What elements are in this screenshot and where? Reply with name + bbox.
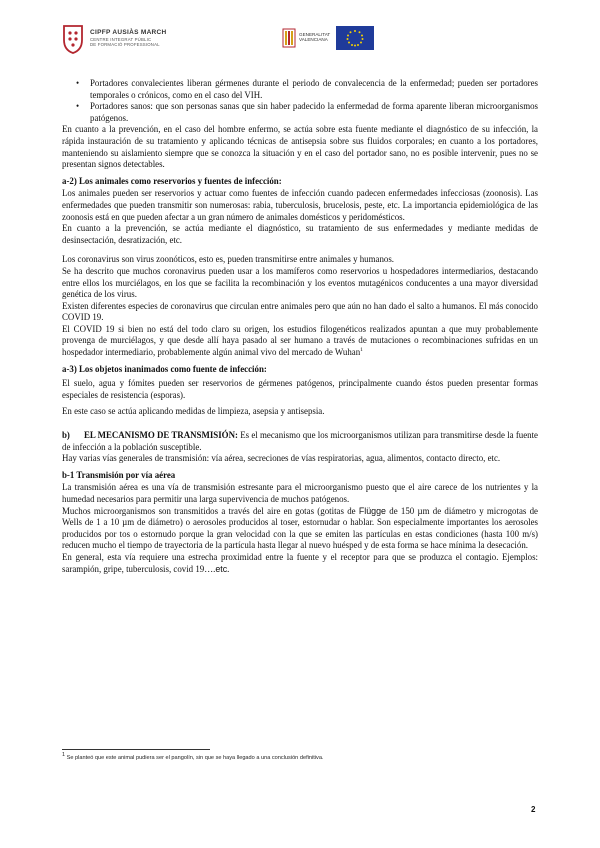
page-number: 2 bbox=[531, 805, 536, 814]
section-b1-heading: b-1 Transmisión por vía aérea bbox=[62, 469, 176, 480]
paragraph: En cuanto a la prevención, se actúa mediante el diagnóstico, su tratamiento de sus enfermedades y mediante medidas de desinsectación, desratización, etc. bbox=[62, 223, 538, 245]
footnote-text: Se planteó que este animal pudiera ser el pangolín, sin que se haya llegado a una conclusión definitiva. bbox=[65, 755, 324, 761]
flugge-term: Flügge bbox=[358, 505, 386, 516]
carrier-bullet-list bbox=[62, 78, 538, 124]
section-a3-heading: a-3) Los objetos inanimados como fuente de infección: bbox=[62, 363, 267, 374]
generalitat-line-1: GENERALITAT bbox=[299, 32, 331, 38]
paragraph: Existen diferentes especies de coronavirus que circulan entre animales pero que aún no han dado el salto a humanos. El más conocido COVID 19. bbox=[62, 300, 538, 323]
bullet-item: • Portadores sanos: que son personas sanas que sin haber padecido la enfermedad de forma aparente liberan microorganismos patógenos. bbox=[90, 101, 538, 124]
document-header bbox=[62, 24, 542, 64]
bullet-item: • Portadores convalecientes liberan gérmenes durante el periodo de convalecencia de la enfermedad; pueden ser portadores temporales o crónicos, como en el caso del VIH. bbox=[90, 78, 538, 101]
school-logo bbox=[62, 24, 167, 54]
school-subtitle-2: DE FORMACIÓ PROFESSIONAL bbox=[90, 42, 160, 48]
school-shield-icon bbox=[62, 24, 84, 54]
institution-logos bbox=[282, 26, 374, 50]
section-b-title: EL MECANISMO DE TRANSMISIÓN: bbox=[84, 430, 238, 441]
footnote bbox=[62, 752, 324, 761]
paragraph: El suelo, agua y fómites pueden ser reservorios de gérmenes patógenos, principalmente cuando éstos pueden presentar formas especiales de resistencia (esporas). bbox=[62, 378, 538, 400]
paragraph bbox=[62, 506, 538, 552]
paragraph: Hay varias vías generales de transmisión: vía aérea, secreciones de vías respiratorias, agua, alimentos, contacto directo, etc. bbox=[62, 453, 501, 464]
paragraph: La transmisión aérea es una vía de transmisión estresante para el microorganismo puesto que el aire carece de los nutrientes y la humedad necesarios para permitir una larga supervivencia de muchos patógenos. bbox=[62, 482, 538, 504]
generalitat-emblem-icon bbox=[282, 28, 296, 48]
paragraph bbox=[62, 324, 538, 359]
paragraph: Se ha descrito que muchos coronavirus pueden usar a los mamíferos como reservorios u hospedadores intermediarios, destacando entre ellos los murciélagos, en los que se facilita la recombinación y los eventos mutagénicos conducentes a una mayor diversidad genética de los virus. bbox=[62, 265, 538, 300]
paragraph: En este caso se actúa aplicando medidas de limpieza, asepsia y antisepsia. bbox=[62, 406, 325, 417]
footnote-reference[interactable]: 1 bbox=[360, 347, 363, 354]
document-body bbox=[62, 78, 538, 575]
section-b-letter: b) bbox=[62, 430, 70, 441]
text-run: En general, esta vía requiere una estrecha proximidad entre la fuente y el receptor para que se produzca el contagio. Ejemplos: sarampión, gripe, tuberculosis, covid 19…. bbox=[62, 551, 538, 574]
section-a2-heading: a-2) Los animales como reservorios y fuentes de infección: bbox=[62, 175, 282, 186]
eu-flag-icon bbox=[336, 26, 374, 50]
prevention-paragraph: En cuanto a la prevención, en el caso del hombre enfermo, se actúa sobre esta fuente mediante el diagnóstico de su infección, la rápida instauración de su tratamiento y aplicando técnicas de antisepsia sobre sus fluidos corporales; en cuanto a los portadores, manteniendo su aislamiento siempre que se conozca la situación y en el caso del portador sano, no es posible intervenir, pues no se presentan signos detectables. bbox=[62, 124, 538, 170]
text-run: . bbox=[227, 563, 230, 574]
etc-term: etc bbox=[215, 563, 228, 574]
paragraph: Los coronavirus son virus zoonóticos, esto es, pueden transmitirse entre animales y humanos. bbox=[62, 254, 395, 265]
text-run: de 150 µm de diámetro y microgotas de Wells de 1 a 10 µm de diámetro) o aerosoles producidos al toser, estornudar o hablar. Son especialmente importantes los aerosoles producidos por tos o estornudo porque la gran velocidad con la que se emiten las partículas en estas condiciones (hasta 100 m/s) reducen mucho el tiempo de trayectoria de la partícula hasta llegar al nuevo huésped y de esta forma se hace mínima la desecación. bbox=[62, 505, 538, 551]
generalitat-logo bbox=[282, 28, 330, 48]
paragraph: Los animales pueden ser reservorios y actuar como fuentes de infección cuando padecen enfermedades infecciosas (zoonosis). Las enfermedades que pueden transmitir son numerosas: rabia, tuberculosis, brucelosis, peste, etc. La importancia epidemiológica de las zoonosis está en que pueden afectar a un gran número de animales domésticos y peridomésticos. bbox=[62, 188, 538, 222]
footnote-divider bbox=[62, 749, 210, 750]
generalitat-line-2: VALENCIANA bbox=[299, 37, 328, 42]
text-run: Muchos microorganismos son transmitidos a través del aire en gotas (gotitas de bbox=[62, 505, 359, 516]
section-b-intro: Es el mecanismo que los microorganismos utilizan para transmitirse desde la fuente de infección a la población susceptible. bbox=[62, 430, 538, 452]
wuhan-text: El COVID 19 si bien no está del todo claro su origen, los estudios filogenéticos realizados apuntan a que muy probablemente provenga de murciélagos, y que desde allí haya pasado al ser humano a través de mutaciones o recombinaciones sufridas en un hospedador intermediario, probablemente algún animal vivo del mercado de Wuhan bbox=[62, 323, 538, 358]
school-name: CIPFP AUSIÀS MARCH bbox=[90, 29, 167, 37]
paragraph bbox=[62, 552, 538, 575]
section-b-paragraph bbox=[62, 430, 538, 453]
school-subtitle-1: CENTRE INTEGRAT PÚBLIC bbox=[90, 36, 152, 42]
footnote-number: 1 bbox=[62, 752, 66, 759]
